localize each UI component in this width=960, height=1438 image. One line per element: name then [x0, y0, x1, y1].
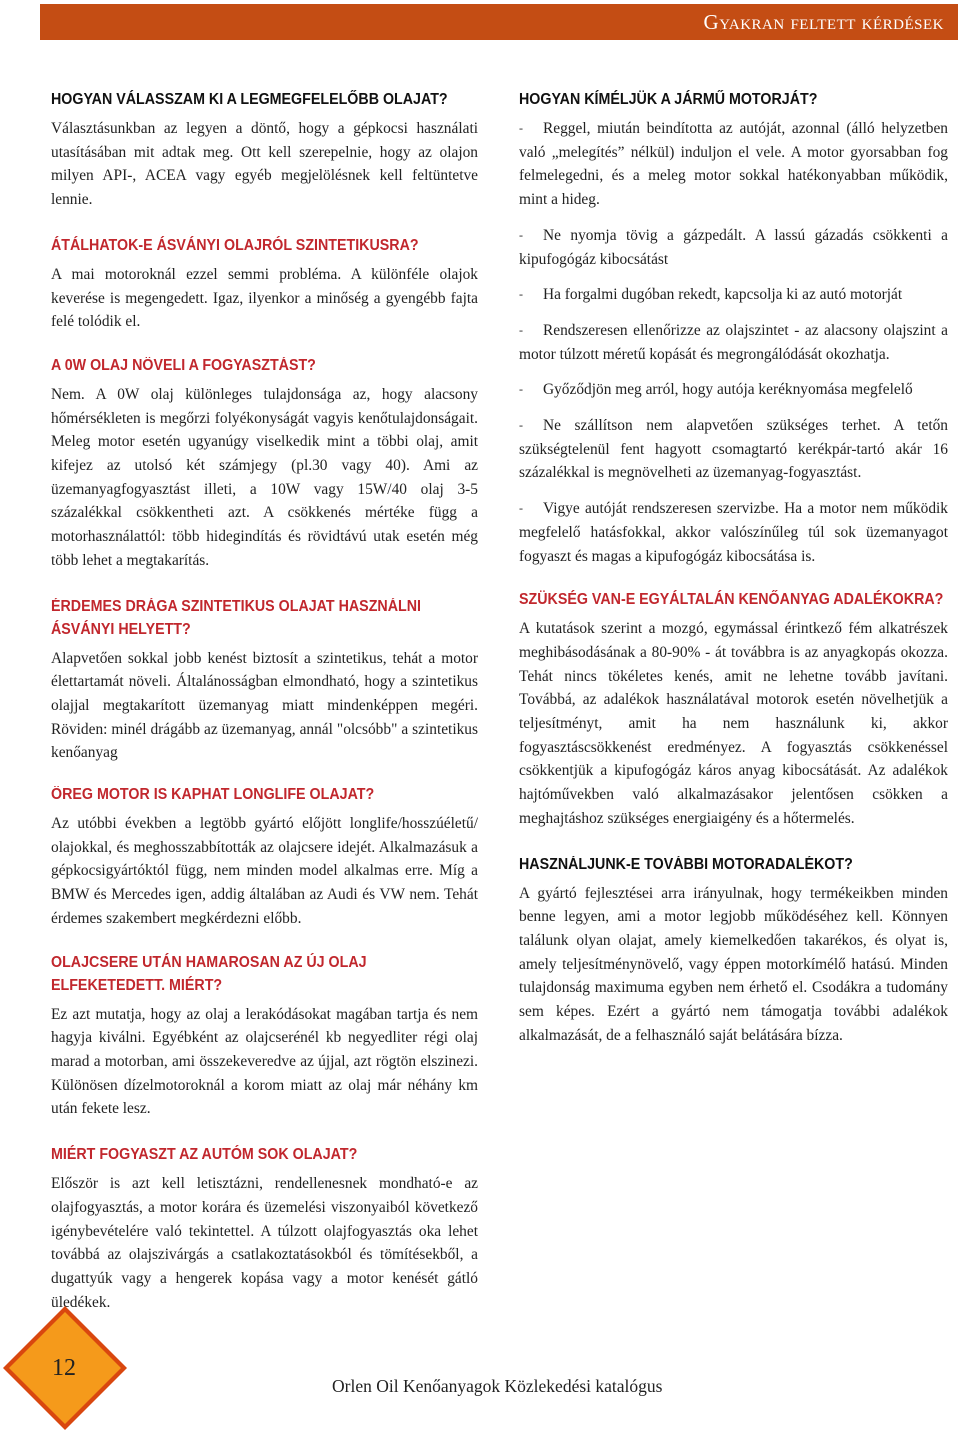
- tips-list: [519, 117, 948, 568]
- right-column: [519, 88, 948, 1070]
- faq-heading: A 0W OLAJ NÖVELI A FOGYASZTÁST?: [51, 356, 316, 374]
- faq-answer: A gyártó fejlesztései arra irányulnak, hogy termékeikben minden benne legyen, ami a motor legjobb működéséhez kell. Könnyen találunk olyan olajat, amely kiemelkedően takarékos, és olyat is, amely teljesítménynövelő, vagy éppen motorkímélő hatású. Minden tulajdonság maximuma egyben nem érhető el. Csodákra a tudomány sem képes. Ezért a gyártó nem támogatja további adalékok alkalmazását, de a felhasználó saját belátására bízza.: [519, 884, 948, 1044]
- list-item: [519, 414, 948, 485]
- bullet-marker: -: [519, 121, 523, 135]
- list-item-text: Vigye autóját rendszeresen szervizbe. Ha a motor nem működik megfelelő hatásfokkal, akkor valószínűleg túl sok üzemanyagot fogyaszt és magas a kipufogógáz kibocsátása is.: [519, 500, 948, 565]
- bullet-marker: -: [519, 227, 523, 242]
- left-column: [51, 88, 478, 1336]
- bullet-marker: -: [519, 287, 523, 302]
- list-item-text: Ha forgalmi dugóban rekedt, kapcsolja ki az autó motorját: [543, 286, 903, 304]
- faq-section: [519, 853, 948, 1048]
- bullet-marker: -: [519, 501, 523, 516]
- list-item: [519, 117, 948, 212]
- bullet-marker: -: [519, 382, 523, 397]
- faq-section: [51, 354, 478, 573]
- faq-answer: A kutatások szerint a mozgó, egymással érintkező fém alkatrészek meghibásodásának a 80-90% - át továbbra is az anyagkopás okozza. Tehát nincs tökéletes kenés, amit ne lehetne tovább javítani. Továbbá, az adalékok használatával motorok esetén növelhetjük a teljesítményt, amit ha nem használunk ki, akkor fogyasztáscsökkenést eredményez. A fogyasztás csökkenéssel csökkentjük a kipufogógáz káros anyag kibocsátását. Az adalékok hajtóművekben való alkalmazásakor jelentősen csökken a meghajtáshoz szükséges energiaigény és a hőtermelés.: [519, 620, 948, 827]
- header-band: [40, 4, 958, 40]
- faq-heading: SZÜKSÉG VAN-E EGYÁLTALÁN KENŐANYAG ADALÉKOKRA?: [519, 591, 944, 609]
- list-item: [519, 283, 948, 307]
- faq-answer: Az utóbbi években a legtöbb gyártó előjött longlife/hosszúéletű/ olajokkal, és meghosszabbították az olajcsere idejét. Alkalmazásuk a gépkocsigyártóktól függ, nem minden model alkalmas erre. Míg a BMW és Mercedes igen, addig általában az Audi és VW nem. Tehát érdemes szakembert megkérdezni előbb.: [51, 815, 478, 927]
- bullet-marker: -: [519, 322, 523, 337]
- faq-heading: MIÉRT FOGYASZT AZ AUTÓM SOK OLAJAT?: [51, 1146, 358, 1164]
- faq-heading: HASZNÁLJUNK-E TOVÁBBI MOTORADALÉKOT?: [519, 855, 853, 873]
- faq-heading: HOGYAN VÁLASSZAM KI A LEGMEGFELELŐBB OLAJAT?: [51, 91, 448, 108]
- faq-answer: Alapvetően sokkal jobb kenést biztosít a szintetikus, tehát a motor élettartamát növeli. Általánosságban elmondható, hogy a szintetikus olajjal megtakarított üzemanyag miatt mindenképpen megéri. Röviden: minél drágább az üzemanyag, annál "olcsóbb" a szintetikus kenőanyag: [51, 649, 478, 762]
- faq-answer: Nem. A 0W olaj különleges tulajdonsága az, hogy alacsony hőmérsékleten is megőrzi folyékonyságát vagyis kenőtulajdonságait. Meleg motor esetén ugyanúgy viselkedik mint a többi olaj, amit kifejez az utolsó két számjegy (pl.30 vagy 40). Ami az üzemanyagfogyasztást illeti, a 10W vagy 15W/40 olaj 3-5 százalékkal csökkentheti azt. A csökkenés mértéke függ a motorhasználattól: több hidegindítás és rövidtávú utak esetén még több lehet a megtakarítás.: [51, 385, 478, 569]
- footer-catalog-title: Orlen Oil Kenőanyagok Közlekedési katalógus: [332, 1376, 663, 1396]
- faq-heading: HOGYAN KÍMÉLJÜK A JÁRMŰ MOTORJÁT?: [519, 91, 818, 108]
- list-item-text: Reggel, miután beindította az autóját, azonnal (álló helyzetben való „melegítés” nélkül) induljon el vele. A motor gyorsabban fog felmelegedni, és a meleg motor sokkal hatékonyabban működik, mint a hideg.: [519, 120, 948, 209]
- list-item: [519, 319, 948, 366]
- faq-answer: Ez azt mutatja, hogy az olaj a lerakódásokat magában tartja és nem hagyja kiválni. Egyébként az olajcserénél kb negyedliter régi olaj marad a motorban, ami összekeveredve az újjal, azt rögtön elszinezi. Különösen dízelmotoroknál a korom miatt az olaj már néhány km után fekete lesz.: [51, 1005, 478, 1118]
- list-item-text: Ne szállítson nem alapvetően szükséges terhet. A tetőn szükségtelenül fent hagyott csomagtartó kerékpár-tartó akár 16 százalékkal is megnövelheti az üzemanyag-fogyasztást.: [519, 417, 948, 482]
- list-item-text: Győződjön meg arról, hogy autója keréknyomása megfelelő: [543, 381, 913, 399]
- faq-heading: ÁTÁLHATOK-E ÁSVÁNYI OLAJRÓL SZINTETIKUSRA?: [51, 236, 419, 254]
- page-title: Gyakran feltett kérdések: [703, 10, 944, 34]
- faq-heading: ÖREG MOTOR IS KAPHAT LONGLIFE OLAJAT?: [51, 786, 375, 804]
- faq-section: [51, 951, 478, 1122]
- faq-section: [51, 234, 478, 334]
- list-item-text: Ne nyomja tövig a gázpedált. A lassú gázadás csökkenti a kipufogógáz kibocsátást: [519, 226, 948, 268]
- faq-answer: Először is azt kell letisztázni, rendellenesnek mondható-e az olajfogyasztás, a motor korára és üzemelési viszonyaiból következő igénybevételére való tekintettel. A túlzott olajfogyasztás oka lehet továbbá az olajszivárgás a csatlakoztatásokból és tömítésekből, a dugattyúk vagy a hengerek kopása vagy a motor kenését gátló üledékek.: [51, 1175, 478, 1311]
- faq-section: [51, 595, 478, 766]
- page-number: 12: [52, 1355, 76, 1381]
- faq-answer: Választásunkban az legyen a döntő, hogy a gépkocsi használati utasításában mit adtak meg. Ott kell szerepelnie, hogy az olajon milyen API-, ACEA vagy egyéb megjelölésnek kell feltüntetve lennie.: [51, 120, 478, 209]
- list-item: [519, 497, 948, 568]
- faq-answer: A mai motoroknál ezzel semmi probléma. A különféle olajok keverése is megengedett. Igaz, ilyenkor a minőség a gyengébb fajta felé tolódik el.: [51, 265, 478, 331]
- faq-section: [51, 88, 478, 212]
- bullet-marker: -: [519, 418, 523, 433]
- faq-section: [51, 1143, 478, 1314]
- faq-section: [51, 783, 478, 931]
- list-item-text: Rendszeresen ellenőrizze az olajszintet - az alacsony olajszint a motor túlzott méretű kopását és megrongálódását okozhatja.: [519, 321, 948, 363]
- faq-heading: ÉRDEMES DRÁGA SZINTETIKUS OLAJAT HASZNÁLNI ÁSVÁNYI HELYETT?: [51, 597, 421, 638]
- faq-section: [519, 588, 948, 830]
- faq-heading: OLAJCSERE UTÁN HAMAROSAN AZ ÚJ OLAJ ELFEKETEDETT. MIÉRT?: [51, 953, 367, 994]
- list-item: [519, 378, 948, 402]
- list-item: [519, 224, 948, 271]
